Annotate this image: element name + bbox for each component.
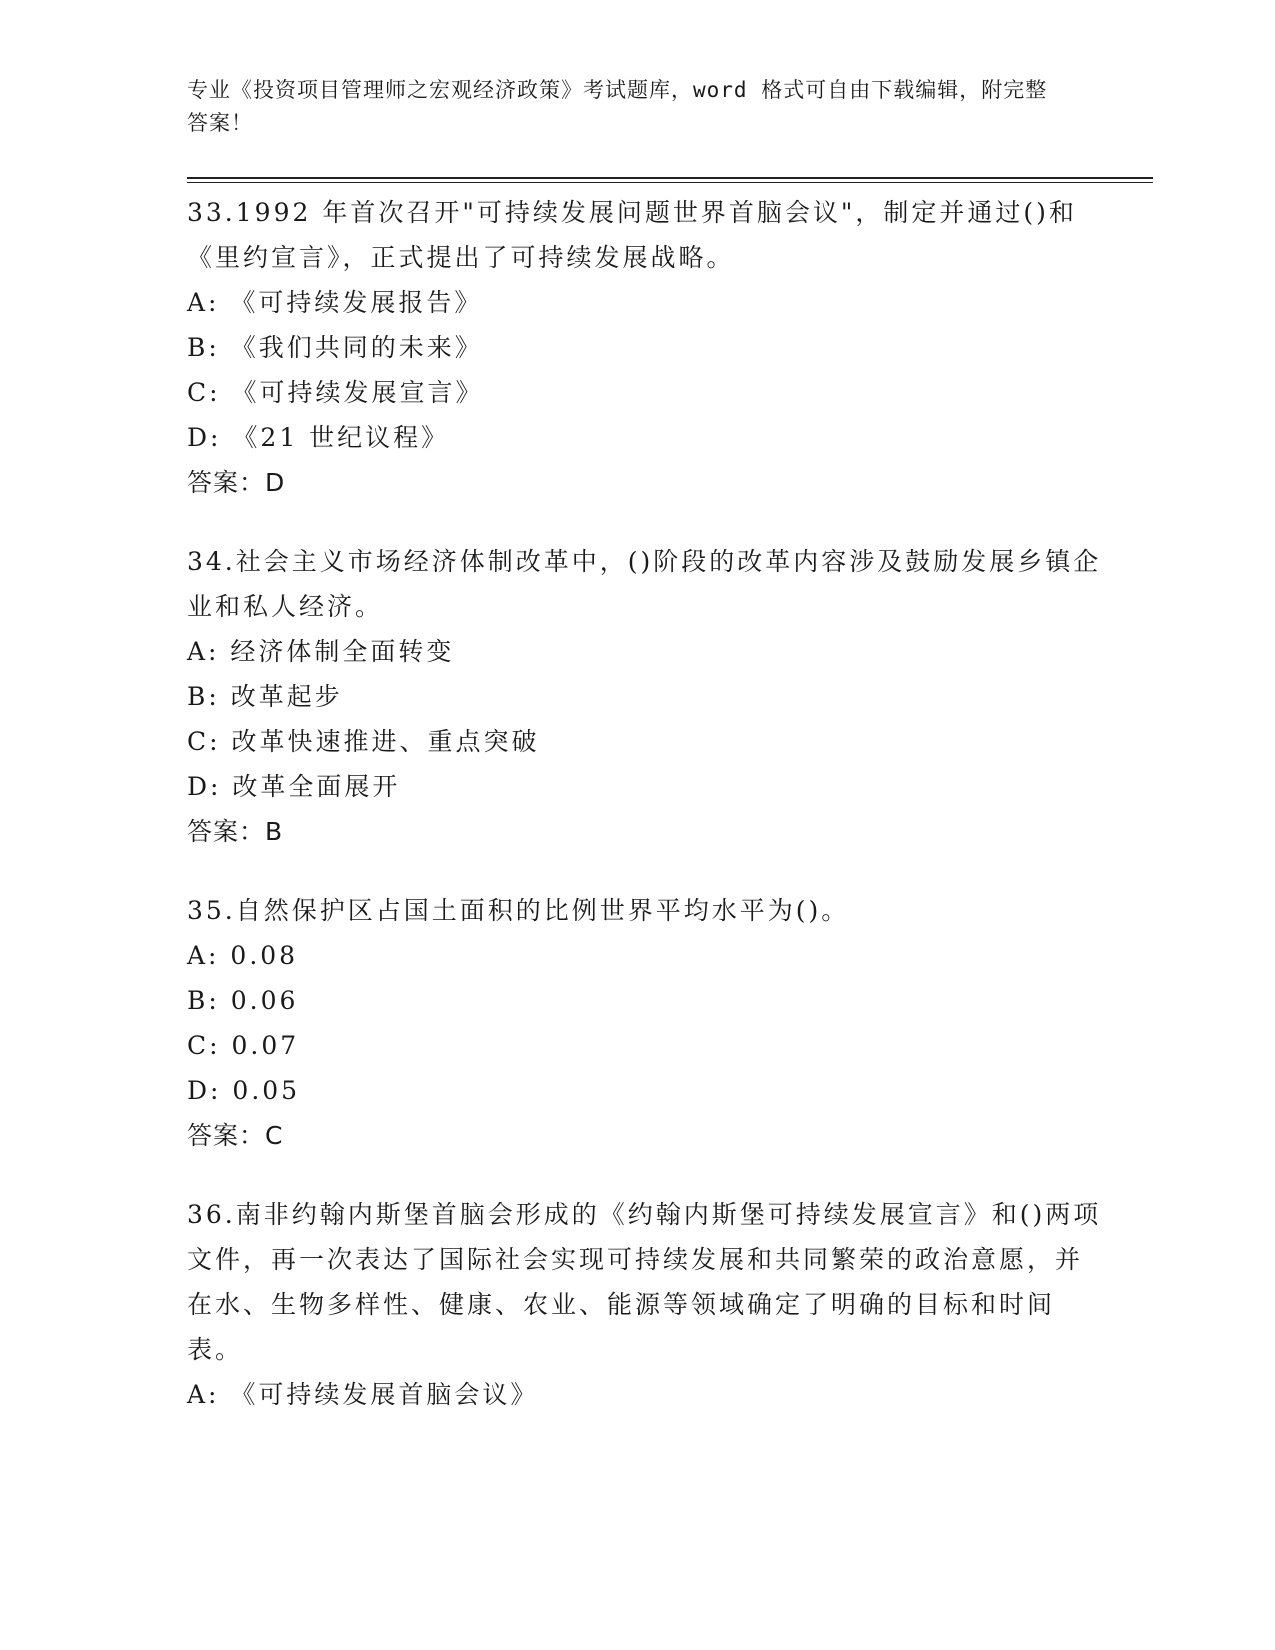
question-34 <box>187 539 1107 854</box>
option-b: B: 0.06 <box>187 986 299 1015</box>
option-d: D: 《21 世纪议程》 <box>187 423 450 452</box>
question-stem: 35.自然保护区占国土面积的比例世界平均水平为()。 <box>187 896 850 925</box>
option-c: C: 改革快速推进、重点突破 <box>187 727 540 756</box>
option-b: B: 《我们共同的未来》 <box>187 333 483 362</box>
option-a: A: 《可持续发展报告》 <box>187 288 483 317</box>
option-d: D: 0.05 <box>187 1076 301 1105</box>
question-35 <box>187 888 1107 1158</box>
option-a: A: 经济体制全面转变 <box>187 637 455 666</box>
option-c: C: 0.07 <box>187 1031 300 1060</box>
answer: 答案：D <box>187 468 286 497</box>
question-list <box>187 190 1107 1451</box>
option-b: B: 改革起步 <box>187 682 343 711</box>
question-36 <box>187 1192 1107 1417</box>
option-d: D: 改革全面展开 <box>187 772 401 801</box>
option-c: C: 《可持续发展宣言》 <box>187 378 484 407</box>
answer: 答案：C <box>187 1121 284 1150</box>
option-a: A: 0.08 <box>187 941 299 970</box>
header-intro: 专业《投资项目管理师之宏观经济政策》考试题库，word 格式可自由下载编辑，附完整答案！ <box>187 78 1048 135</box>
question-stem: 36.南非约翰内斯堡首脑会形成的《约翰内斯堡可持续发展宣言》和()两项文件，再一次表达了国际社会实现可持续发展和共同繁荣的政治意愿，并在水、生物多样性、健康、农业、能源等领域确定了明确的目标和时间表。 <box>187 1200 1102 1364</box>
header-divider <box>187 177 1153 179</box>
question-stem: 33.1992 年首次召开"可持续发展问题世界首脑会议"，制定并通过()和《里约宣言》，正式提出了可持续发展战略。 <box>187 198 1077 272</box>
question-33 <box>187 190 1107 505</box>
question-stem: 34.社会主义市场经济体制改革中，()阶段的改革内容涉及鼓励发展乡镇企业和私人经济。 <box>187 547 1102 621</box>
header-divider-thin <box>187 182 1153 183</box>
option-a: A: 《可持续发展首脑会议》 <box>187 1380 539 1409</box>
answer: 答案：B <box>187 817 284 846</box>
